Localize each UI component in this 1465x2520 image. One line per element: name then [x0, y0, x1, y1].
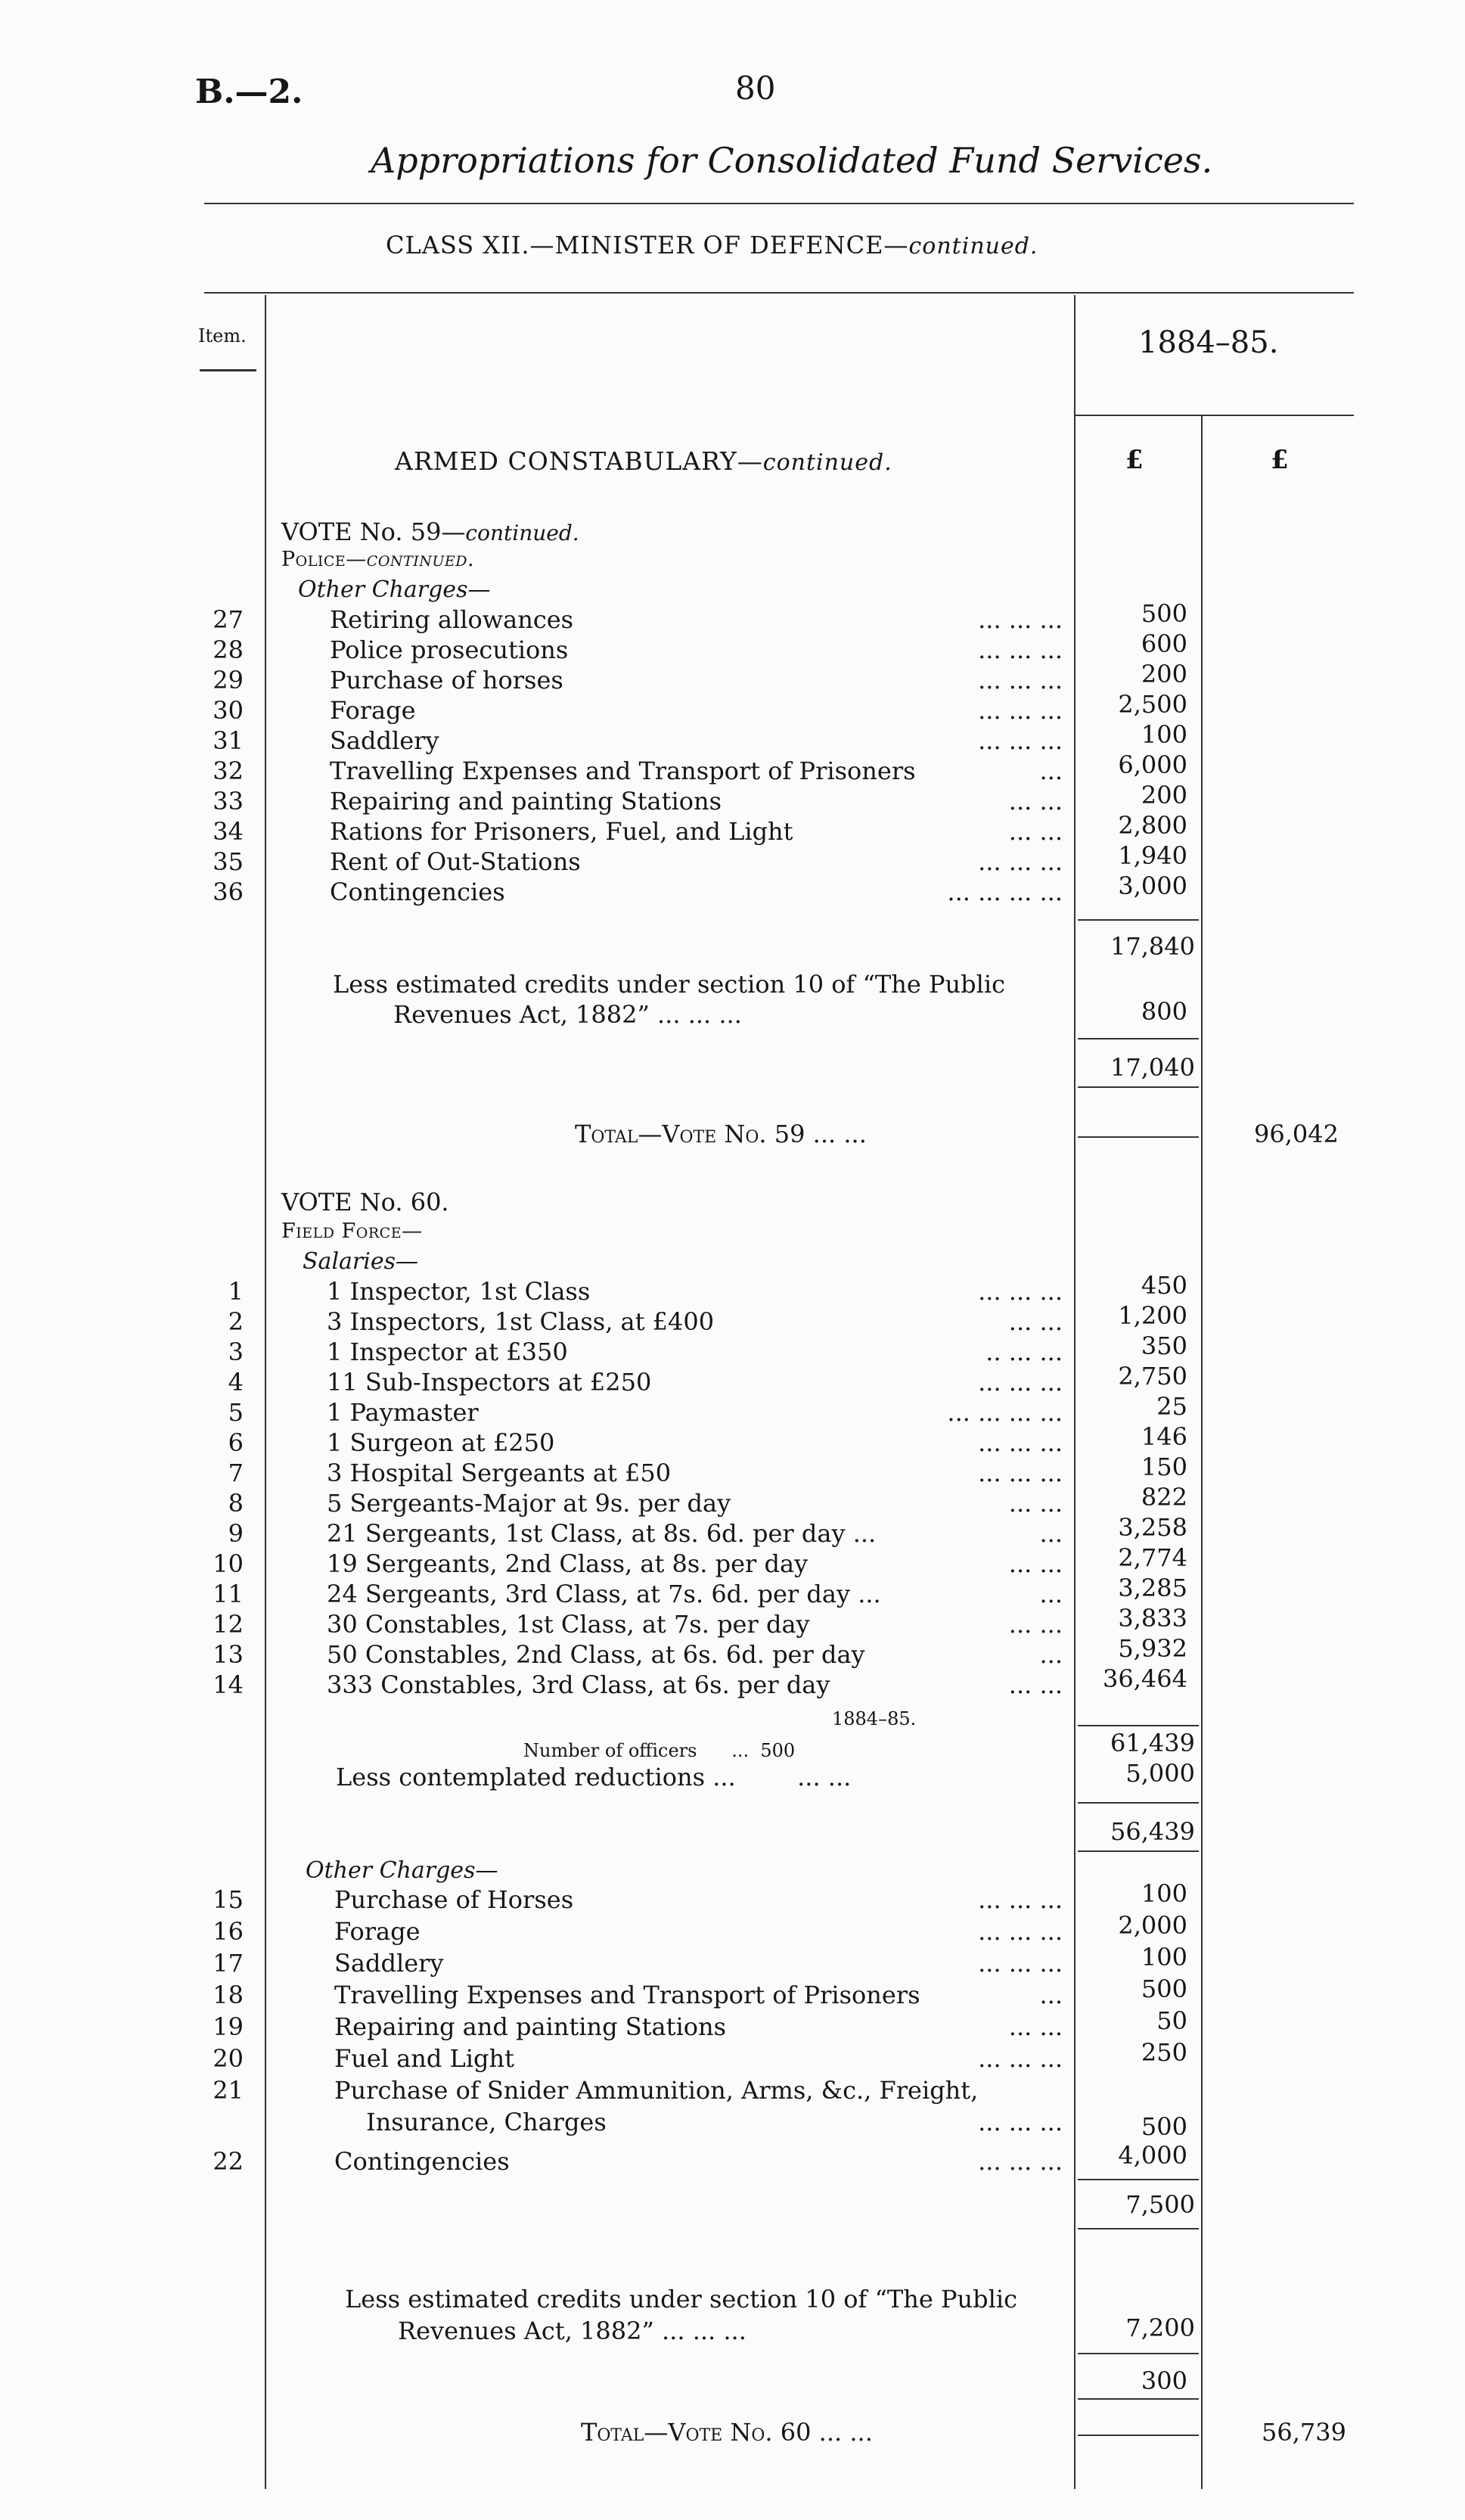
item-amount: 600 — [1141, 629, 1187, 658]
leader-dots: ... ... ... — [978, 635, 1063, 664]
item-amount: 150 — [1141, 1453, 1187, 1481]
item-number: 28 — [213, 635, 244, 664]
leader-dots: ... ... — [1008, 1307, 1063, 1336]
item-number: 4 — [228, 1368, 244, 1397]
leader-dots: ... ... ... ... — [947, 1398, 1063, 1427]
leader-dots: ... ... ... — [978, 726, 1063, 755]
v59-total-label: Total—Vote No. 59 ... ... — [575, 1120, 867, 1148]
item-amount: 3,285 — [1118, 1574, 1187, 1602]
leader-dots: ... ... ... — [978, 605, 1063, 634]
item-amount: 1,940 — [1118, 841, 1187, 870]
item-description: 333 Constables, 3rd Class, at 6s. per day — [327, 1670, 830, 1699]
item-amount: 250 — [1141, 2038, 1187, 2067]
document-reference: B.—2. — [195, 73, 303, 111]
leader-dots: ... ... — [1008, 2012, 1063, 2041]
item-amount: 822 — [1141, 1483, 1187, 1512]
item-amount: 25 — [1156, 1392, 1187, 1421]
item-description: 30 Constables, 1st Class, at 7s. per day — [327, 1610, 810, 1639]
item-underline — [200, 369, 256, 371]
subtotal-column-divider — [1201, 415, 1203, 2489]
v59-less-line2: Revenues Act, 1882” ... ... ... — [393, 1000, 742, 1029]
item-number: 30 — [213, 696, 244, 725]
item-amount: 500 — [1141, 599, 1187, 628]
v59-net-rule — [1078, 1038, 1199, 1039]
vote-59-subheading: Police—continued. — [281, 548, 475, 571]
leader-dots: ... — [1039, 1640, 1063, 1669]
item-amount: 50 — [1156, 2006, 1187, 2035]
salaries-subtotal-rule — [1078, 1725, 1199, 1726]
officers-label: Number of officers ... 500 — [523, 1740, 796, 1761]
leader-dots: ... ... — [1008, 1670, 1063, 1699]
item-description: 24 Sergeants, 3rd Class, at 7s. 6d. per day ... — [327, 1580, 881, 1608]
v60-less-line1: Less estimated credits under section 10 of “The Public — [345, 2285, 1017, 2313]
item-number: 22 — [213, 2147, 244, 2176]
item-amount: 4,000 — [1118, 2141, 1187, 2170]
item-number: 11 — [213, 1580, 244, 1608]
item-amount: 100 — [1141, 1879, 1187, 1908]
v60-total-amount: 56,739 — [1262, 2418, 1346, 2447]
amount-column-divider — [1074, 295, 1075, 2489]
item-number: 20 — [213, 2044, 244, 2073]
item-number: 31 — [213, 726, 244, 755]
item-description: 1 Inspector, 1st Class — [327, 1277, 591, 1306]
salaries-net: 56,439 — [1110, 1817, 1195, 1846]
v60-total-rule — [1078, 2435, 1199, 2436]
v60-net-rule2 — [1078, 2398, 1199, 2400]
pound-left-header: £ — [1125, 445, 1144, 475]
title-rule — [204, 203, 1354, 204]
item-description: Police prosecutions — [330, 635, 569, 664]
item-number: 21 — [213, 2076, 244, 2105]
year-column-header: 1884–85. — [1138, 325, 1279, 360]
item-amount: 36,464 — [1103, 1664, 1187, 1693]
v60-less-amount: 7,200 — [1125, 2313, 1195, 2342]
section-title: ARMED CONSTABULARY—continued. — [395, 446, 892, 476]
other-subtotal-rule2 — [1078, 2228, 1199, 2229]
page-title: Appropriations for Consolidated Fund Services. — [371, 140, 1213, 181]
pound-right-header: £ — [1271, 445, 1289, 475]
leader-dots: ... ... ... — [978, 1428, 1063, 1457]
leader-dots: ... ... ... ... — [947, 878, 1063, 906]
item-number: 3 — [228, 1338, 244, 1366]
item-amount: 5,932 — [1118, 1634, 1187, 1663]
item-description: Fuel and Light — [334, 2044, 514, 2073]
leader-dots: ... ... ... — [978, 666, 1063, 694]
v60-net: 300 — [1141, 2366, 1187, 2395]
leader-dots: ... — [1039, 1519, 1063, 1548]
vote-59-group: Other Charges— — [298, 576, 491, 603]
item-number: 13 — [213, 1640, 244, 1669]
item-description: Travelling Expenses and Transport of Prisoners — [334, 1981, 920, 2009]
item-amount: 100 — [1141, 720, 1187, 749]
item-amount: 2,774 — [1118, 1543, 1187, 1572]
item-amount: 3,833 — [1118, 1604, 1187, 1633]
item-number: 12 — [213, 1610, 244, 1639]
item-number: 14 — [213, 1670, 244, 1699]
salaries-net-rule2 — [1078, 1850, 1199, 1852]
leader-dots: ... ... ... — [978, 1368, 1063, 1397]
vote-60-salaries-group: Salaries— — [303, 1248, 419, 1275]
item-description: Purchase of Horses — [334, 1885, 574, 1914]
item-description: Repairing and painting Stations — [330, 787, 722, 816]
item-number: 5 — [228, 1398, 244, 1427]
item-description: Forage — [334, 1917, 421, 1946]
salaries-net-rule — [1078, 1802, 1199, 1804]
leader-dots: ... ... ... — [978, 2044, 1063, 2073]
class-rule — [204, 292, 1354, 294]
v59-net: 17,040 — [1110, 1053, 1195, 1082]
v60-total-label: Total—Vote No. 60 ... ... — [581, 2418, 873, 2447]
item-description: Saddlery — [330, 726, 439, 755]
item-description: 1 Paymaster — [327, 1398, 479, 1427]
page-number: 80 — [735, 70, 776, 107]
item-amount: 3,258 — [1118, 1513, 1187, 1542]
leader-dots: ... ... ... — [978, 1277, 1063, 1306]
item-number: 6 — [228, 1428, 244, 1457]
item-description: 5 Sergeants-Major at 9s. per day — [327, 1489, 731, 1518]
leader-dots: ... ... — [1008, 1489, 1063, 1518]
item-description: 3 Inspectors, 1st Class, at £400 — [327, 1307, 715, 1336]
item-number: 27 — [213, 605, 244, 634]
item-amount: 100 — [1141, 1943, 1187, 1972]
item-number: 36 — [213, 878, 244, 906]
vote-60-other-group: Other Charges— — [306, 1857, 498, 1884]
item-description: 1 Inspector at £350 — [327, 1338, 568, 1366]
v59-subtotal-rule — [1078, 919, 1199, 921]
v59-subtotal: 17,840 — [1110, 932, 1195, 961]
other-subtotal-rule — [1078, 2179, 1199, 2180]
leader-dots: ... — [1039, 757, 1063, 785]
reductions-label: Less contemplated reductions ... ... ... — [336, 1763, 852, 1791]
leader-dots: ... ... ... — [978, 696, 1063, 725]
leader-dots: ... ... — [1008, 817, 1063, 846]
item-description: Contingencies — [330, 878, 505, 906]
leader-dots: ... ... ... — [978, 2108, 1063, 2136]
item-number: 18 — [213, 1981, 244, 2009]
item-amount: 6,000 — [1118, 750, 1187, 779]
class-heading: CLASS XII.—MINISTER OF DEFENCE—continued. — [386, 231, 1038, 259]
item-amount: 2,750 — [1118, 1362, 1187, 1391]
item-amount: 350 — [1141, 1331, 1187, 1360]
item-description: Forage — [330, 696, 416, 725]
item-number: 10 — [213, 1549, 244, 1578]
item-description: 21 Sergeants, 1st Class, at 8s. 6d. per day ... — [327, 1519, 877, 1548]
item-description: Travelling Expenses and Transport of Prisoners — [330, 757, 916, 785]
item-description: 3 Hospital Sergeants at £50 — [327, 1459, 672, 1487]
item-amount: 500 — [1141, 1975, 1187, 2003]
vote-60-subheading: Field Force— — [281, 1220, 423, 1243]
leader-dots: ... ... — [1008, 1549, 1063, 1578]
item-description: Rations for Prisoners, Fuel, and Light — [330, 817, 793, 846]
item-amount: 200 — [1141, 781, 1187, 809]
item-amount: 500 — [1141, 2112, 1187, 2141]
item-number: 9 — [228, 1519, 244, 1548]
item-amount: 2,500 — [1118, 690, 1187, 719]
item-amount: 450 — [1141, 1271, 1187, 1300]
item-number: 15 — [213, 1885, 244, 1914]
item-description: Rent of Out-Stations — [330, 847, 581, 876]
item-description: Purchase of Snider Ammunition, Arms, &c., Freight, — [334, 2076, 979, 2105]
item-description: 50 Constables, 2nd Class, at 6s. 6d. per day — [327, 1640, 865, 1669]
leader-dots: ... — [1039, 1981, 1063, 2009]
item-number: 34 — [213, 817, 244, 846]
item-description: Contingencies — [334, 2147, 510, 2176]
year-underline — [1074, 415, 1354, 416]
v59-less-amount: 800 — [1141, 997, 1187, 1026]
item-number: 8 — [228, 1489, 244, 1518]
item-amount: 200 — [1141, 660, 1187, 688]
item-number: 17 — [213, 1949, 244, 1978]
leader-dots: .. ... ... — [985, 1338, 1063, 1366]
item-column-divider — [265, 295, 266, 2489]
item-description-cont: Insurance, Charges — [366, 2108, 607, 2136]
item-number: 2 — [228, 1307, 244, 1336]
v59-less-line1: Less estimated credits under section 10 of “The Public — [333, 970, 1005, 999]
v59-total-amount: 96,042 — [1254, 1120, 1339, 1148]
item-amount: 146 — [1141, 1422, 1187, 1451]
leader-dots: ... ... — [1008, 787, 1063, 816]
leader-dots: ... — [1039, 1580, 1063, 1608]
leader-dots: ... ... ... — [978, 2147, 1063, 2176]
item-number: 7 — [228, 1459, 244, 1487]
item-description: Saddlery — [334, 1949, 444, 1978]
vote-59-heading: VOTE No. 59—continued. — [281, 517, 579, 546]
leader-dots: ... ... ... — [978, 1917, 1063, 1946]
officers-year: 1884–85. — [832, 1708, 917, 1729]
item-number: 32 — [213, 757, 244, 785]
item-amount: 2,000 — [1118, 1911, 1187, 1940]
leader-dots: ... ... ... — [978, 1949, 1063, 1978]
v60-net-rule — [1078, 2353, 1199, 2354]
item-number: 35 — [213, 847, 244, 876]
item-description: 19 Sergeants, 2nd Class, at 8s. per day — [327, 1549, 809, 1578]
item-number: 29 — [213, 666, 244, 694]
item-number: 19 — [213, 2012, 244, 2041]
item-description: Repairing and painting Stations — [334, 2012, 726, 2041]
item-amount: 1,200 — [1118, 1301, 1187, 1330]
item-amount: 3,000 — [1118, 872, 1187, 900]
leader-dots: ... ... ... — [978, 1885, 1063, 1914]
item-description: 11 Sub-Inspectors at £250 — [327, 1368, 652, 1397]
item-number: 16 — [213, 1917, 244, 1946]
item-description: Purchase of horses — [330, 666, 563, 694]
vote-60-heading: VOTE No. 60. — [281, 1188, 449, 1216]
item-amount: 2,800 — [1118, 811, 1187, 840]
item-number: 1 — [228, 1277, 244, 1306]
v59-total-rule — [1078, 1136, 1199, 1138]
leader-dots: ... ... — [1008, 1610, 1063, 1639]
reductions-amount: 5,000 — [1125, 1759, 1195, 1788]
item-description: 1 Surgeon at £250 — [327, 1428, 555, 1457]
item-number: 33 — [213, 787, 244, 816]
leader-dots: ... ... ... — [978, 1459, 1063, 1487]
leader-dots: ... ... ... — [978, 847, 1063, 876]
v60-less-line2: Revenues Act, 1882” ... ... ... — [398, 2316, 746, 2345]
other-subtotal: 7,500 — [1125, 2190, 1195, 2219]
item-description: Retiring allowances — [330, 605, 574, 634]
item-column-header: Item. — [198, 325, 247, 346]
v59-net-rule2 — [1078, 1086, 1199, 1088]
salaries-subtotal: 61,439 — [1110, 1729, 1195, 1757]
